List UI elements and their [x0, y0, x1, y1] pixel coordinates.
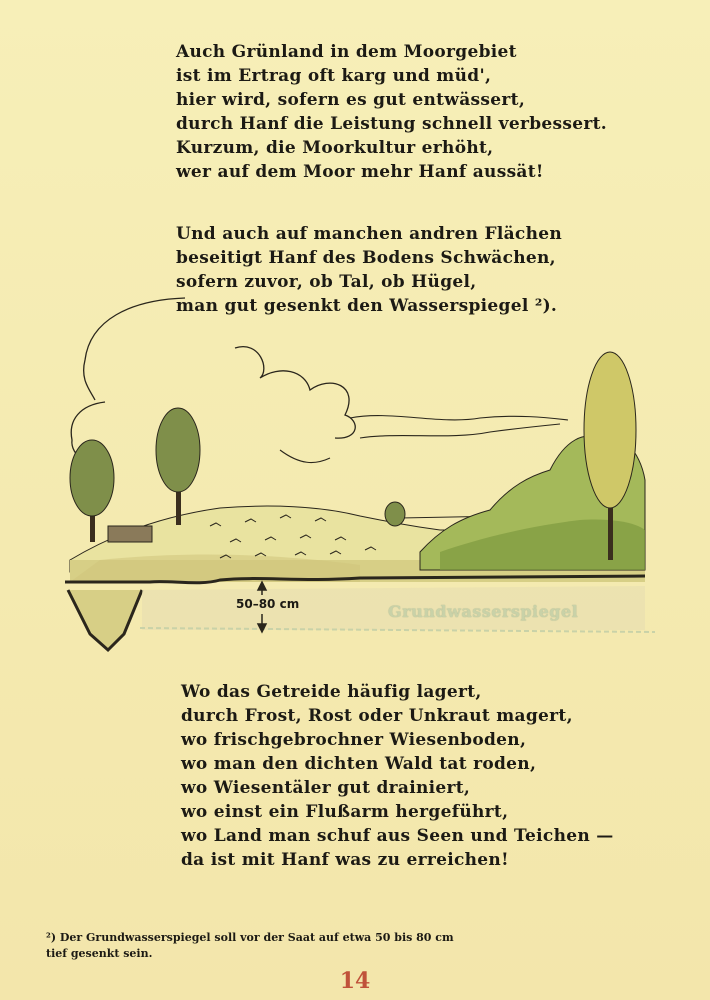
stanza-3 [181, 680, 614, 872]
verse-line: Auch Grünland in dem Moorgebiet [176, 42, 517, 62]
verse-line: wo einst ein Flußarm hergeführt, [181, 802, 509, 822]
verse-line: ist im Ertrag oft karg und müd', [176, 66, 492, 86]
footnote-line: ²) Der Grundwasserspiegel soll vor der Saat auf etwa 50 bis 80 cm [46, 931, 454, 944]
bush-small [385, 502, 405, 526]
groundwater-label: Grundwasserspiegel [388, 602, 579, 621]
verse-line: durch Frost, Rost oder Unkraut magert, [181, 706, 573, 726]
depth-label: 50–80 cm [236, 597, 300, 611]
verse-line: wo man den dichten Wald tat roden, [181, 754, 537, 774]
verse-line: wo frischgebrochner Wiesenboden, [181, 730, 527, 750]
cloud-outline [360, 424, 560, 438]
cloud-outline [84, 298, 185, 400]
footnote-line: tief gesenkt sein. [46, 947, 153, 960]
verse-line: Kurzum, die Moorkultur erhöht, [176, 138, 494, 158]
cloud-outline [235, 347, 355, 438]
tree-middle [156, 408, 200, 525]
verse-line: wer auf dem Moor mehr Hanf aussät! [176, 162, 544, 182]
page-number: 14 [339, 968, 371, 994]
verse-line: man gut gesenkt den Wasserspiegel ²). [176, 296, 558, 316]
verse-line: da ist mit Hanf was zu erreichen! [181, 850, 509, 870]
verse-line: Und auch auf manchen andren Flächen [176, 224, 563, 244]
verse-line: Wo das Getreide häufig lagert, [181, 682, 482, 702]
cloud-outline [350, 416, 568, 420]
woodpile [108, 526, 152, 542]
tree-left [70, 440, 114, 542]
verse-line: durch Hanf die Leistung schnell verbessert. [176, 114, 607, 134]
verse-line: wo Land man schuf aus Seen und Teichen — [181, 826, 614, 846]
verse-line: wo Wiesentäler gut drainiert, [181, 778, 471, 798]
cloud-outline [280, 450, 330, 463]
verse-line: sofern zuvor, ob Tal, ob Hügel, [176, 272, 477, 292]
verse-line: beseitigt Hanf des Bodens Schwächen, [176, 248, 556, 268]
footnote [46, 930, 546, 962]
drainage-ditch [68, 590, 142, 650]
verse-line: hier wird, sofern es gut entwässert, [176, 90, 526, 110]
stanza-1 [176, 40, 607, 184]
